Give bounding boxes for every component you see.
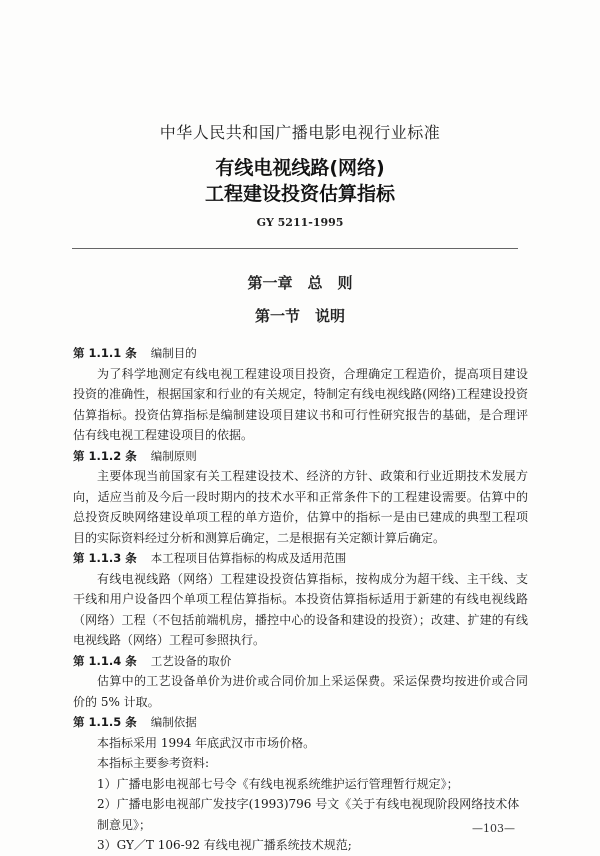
references-intro: 本指标主要参考资料: xyxy=(97,756,210,770)
document-title-line-2: 工程建设投资估算指标 xyxy=(204,183,395,205)
article-paragraph: 估算中的工艺设备单价为进价或合同价加上采运保费。采运保费均按进价或合同价的 5% 计取。 xyxy=(73,674,528,709)
article-paragraph: 主要体现当前国家有关工程建设技术、经济的方针、政策和行业近期技术发展方向，适应当前及今后一段时期内的技术水平和正常条件下的工程建设需要。估算中的总投资反映网络建设单项工程的单方造价，估算中的指标一是由已建成的典型工程项目的实际资料经过分析和测算后确定，二是根据有关定额计算后确定。 xyxy=(73,469,528,545)
article-1-1-1 xyxy=(73,343,528,446)
header-divider xyxy=(72,248,518,249)
article-heading xyxy=(73,548,528,569)
article-title: 编制依据 xyxy=(150,715,197,729)
article-number: 第 1.1.1 条 xyxy=(73,346,137,360)
article-1-1-3 xyxy=(73,548,528,651)
article-title: 本工程项目估算指标的构成及适用范围 xyxy=(150,551,347,565)
article-paragraph: 有线电视线路（网络）工程建设投资估算指标，按构成分为超干线、主干线、支干线和用户设备四个单项工程估算指标。本投资估算指标适用于新建的有线电视线路（网络）工程（不包括前端机房，播控中心的设备和建设的投资）；改建、扩建的有线电视线路（网络）工程可参照执行。 xyxy=(73,571,528,647)
article-1-1-4 xyxy=(73,651,528,713)
article-title: 工艺设备的取价 xyxy=(150,653,232,668)
article-number: 第 1.1.3 条 xyxy=(73,551,137,565)
reference-item: 2）广播电影电视部广发技字(1993)796 号文《关于有线电视现阶段网络技术体制意见》； xyxy=(97,797,520,832)
article-paragraph: 为了科学地测定有线电视工程建设项目投资，合理确定工程造价，提高项目建设投资的准确性，根据国家和行业的有关规定，特制定有线电视线路(网络)工程建设投资估算指标。投资估算指标是编制建设项目建议书和可行性研究报告的基础，是合理评估有线电视工程建设项目的依据。 xyxy=(73,366,528,442)
article-title: 编制目的 xyxy=(150,346,197,360)
section-heading: 第一节 说明 xyxy=(254,307,345,325)
document-title-line-1: 有线电视线路(网络) xyxy=(215,157,385,179)
issuing-agency: 中华人民共和国广播电影电视行业标准 xyxy=(159,123,441,142)
article-number: 第 1.1.4 条 xyxy=(73,653,137,668)
article-heading xyxy=(73,712,528,733)
article-number: 第 1.1.2 条 xyxy=(73,448,137,463)
reference-item: 3）GY／T 106-92 有线电视广播系统技术规范; xyxy=(97,838,352,852)
document-body xyxy=(73,343,528,856)
basis-line: 本指标采用 1994 年底武汉市市场价格。 xyxy=(97,735,316,750)
article-1-1-5 xyxy=(73,712,528,856)
article-1-1-2 xyxy=(73,446,528,549)
reference-item: 1）广播电影电视部七号令《有线电视系统维护运行管理暂行规定》； xyxy=(97,776,459,791)
page-number: —103— xyxy=(472,822,515,835)
chapter-heading: 第一章 总 则 xyxy=(247,274,353,292)
article-heading xyxy=(73,446,528,467)
article-heading xyxy=(73,343,528,364)
standard-code: GY 5211-1995 xyxy=(256,216,344,229)
article-title: 编制原则 xyxy=(150,448,197,463)
article-number: 第 1.1.5 条 xyxy=(73,715,137,729)
article-heading xyxy=(73,651,528,672)
